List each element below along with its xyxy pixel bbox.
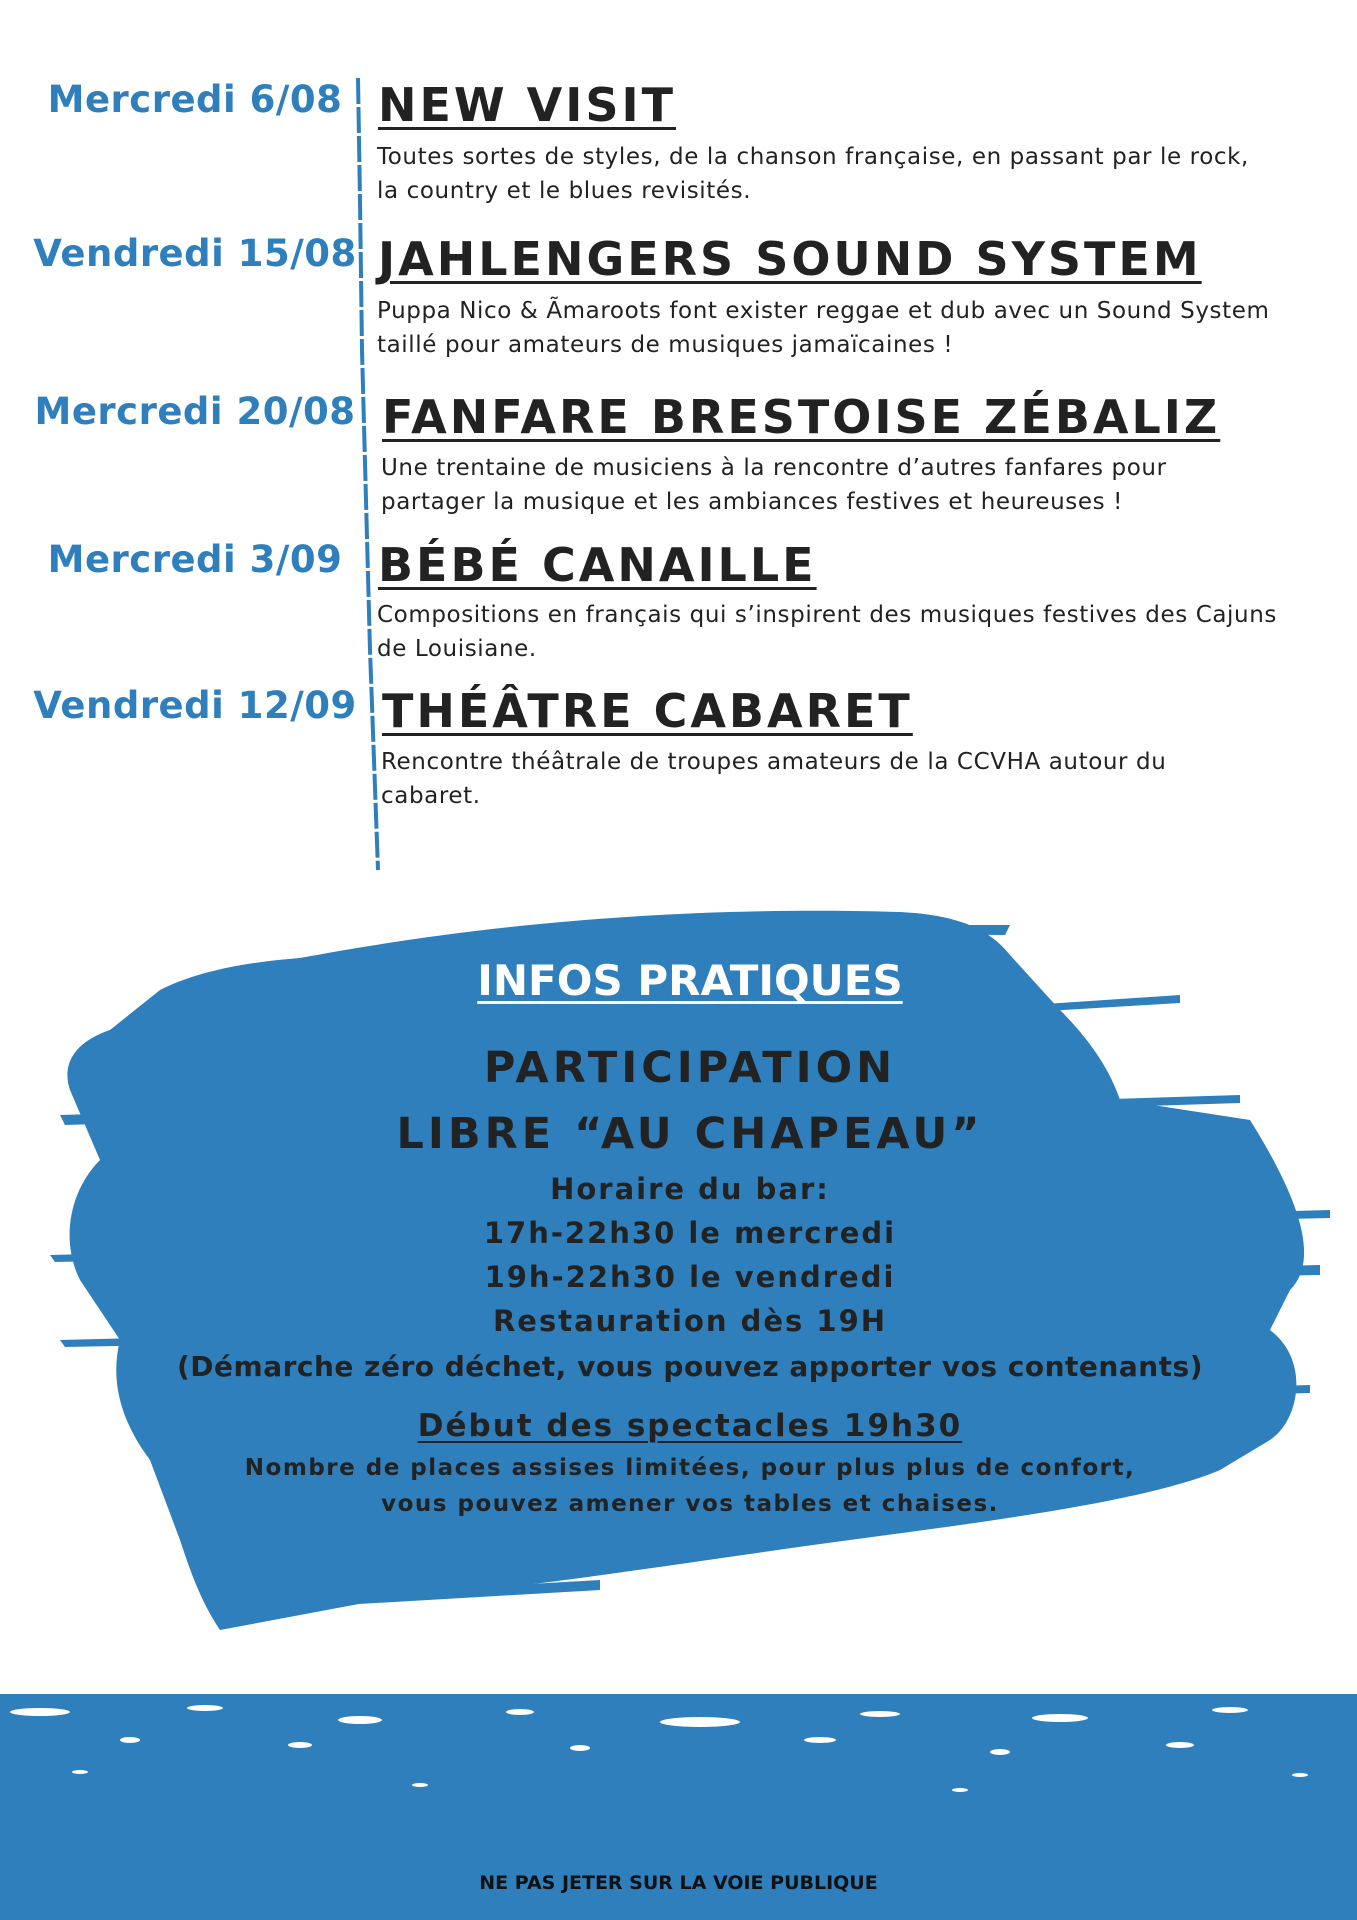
seating-note <box>200 1450 1180 1522</box>
description-line: Une trentaine de musiciens à la rencontre d’autres fanfares pour <box>381 455 1167 481</box>
show-start-time: Début des spectacles 19h30 <box>417 1408 963 1444</box>
event-title: THÉÂTRE CABARET <box>382 684 913 738</box>
event-title: BÉBÉ CANAILLE <box>378 538 817 592</box>
description-line: taillé pour amateurs de musiques jamaïcaines ! <box>377 332 954 358</box>
zero-waste-note: (Démarche zéro déchet, vous pouvez apporter vos contenants) <box>176 1350 1204 1383</box>
event-title: NEW VISIT <box>378 78 677 132</box>
bar-hours-friday: 19h-22h30 le vendredi <box>484 1260 896 1294</box>
event-date: Vendredi 12/09 <box>33 684 357 727</box>
description-line: Compositions en français qui s’inspirent des musiques festives des Cajuns <box>377 602 1277 628</box>
description-line: Rencontre théâtrale de troupes amateurs de la CCVHA autour du <box>381 749 1167 775</box>
footer-notice: NE PAS JETER SUR LA VOIE PUBLIQUE <box>479 1872 878 1894</box>
food-info: Restauration dès 19H <box>492 1304 888 1338</box>
event-date: Mercredi 6/08 <box>47 78 343 121</box>
description-line: partager la musique et les ambiances festives et heureuses ! <box>381 489 1123 515</box>
infos-heading: INFOS PRATIQUES <box>477 956 903 1005</box>
bar-hours-wednesday: 17h-22h30 le mercredi <box>483 1216 897 1250</box>
participation-text <box>280 1035 1100 1167</box>
event-title: FANFARE BRESTOISE ZÉBALIZ <box>382 390 1221 444</box>
event-title: JAHLENGERS SOUND SYSTEM <box>378 232 1202 286</box>
description-line: Toutes sortes de styles, de la chanson française, en passant par le rock, <box>377 144 1249 170</box>
event-date: Vendredi 15/08 <box>33 232 357 275</box>
participation-line: PARTICIPATION <box>483 1043 897 1093</box>
participation-line: LIBRE “AU CHAPEAU” <box>396 1109 984 1159</box>
description-line: de Louisiane. <box>377 636 537 662</box>
seating-line: Nombre de places assises limitées, pour plus plus de confort, <box>244 1455 1136 1481</box>
description-line: cabaret. <box>381 783 481 809</box>
seating-line: vous pouvez amener vos tables et chaises. <box>381 1491 999 1517</box>
description-line: Puppa Nico & Ãmaroots font exister reggae et dub avec un Sound System <box>377 298 1270 324</box>
bar-hours-title: Horaire du bar: <box>550 1172 830 1206</box>
event-date: Mercredi 3/09 <box>47 538 343 581</box>
description-line: la country et le blues revisités. <box>377 178 752 204</box>
event-date: Mercredi 20/08 <box>34 390 356 433</box>
